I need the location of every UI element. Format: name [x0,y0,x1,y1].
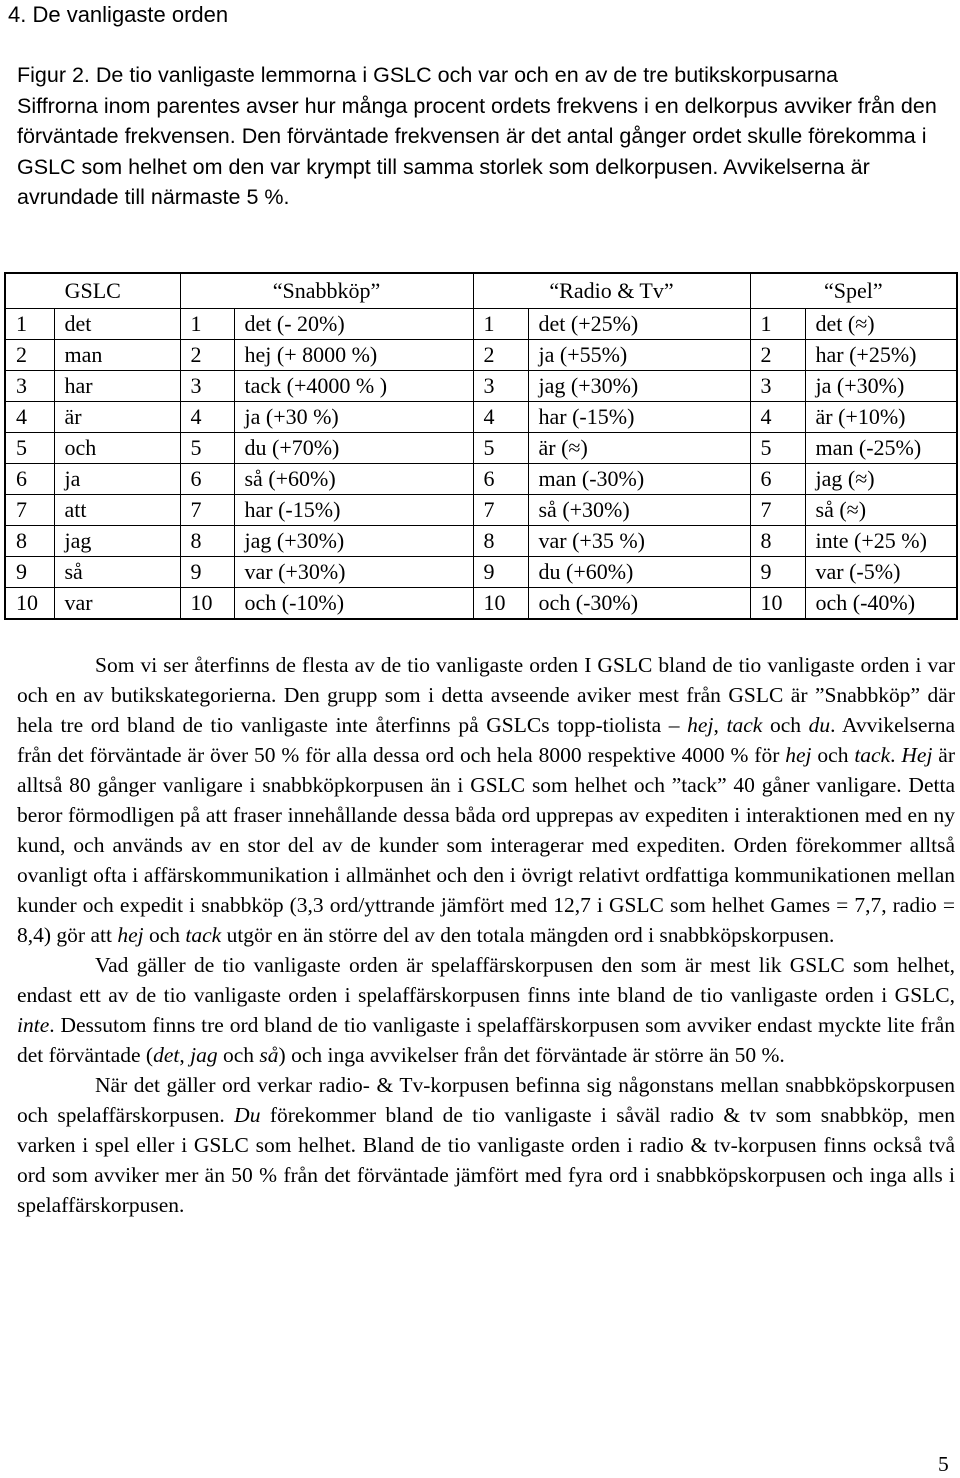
cell-spel-rank: 6 [750,464,805,495]
table-row [5,433,957,464]
cell-radio-tv-rank: 4 [473,402,528,433]
cell-snabbkop-rank: 9 [180,557,234,588]
cell-radio-tv-word: ja (+55%) [528,340,750,371]
cell-radio-tv-rank: 6 [473,464,528,495]
cell-spel-rank: 5 [750,433,805,464]
cell-spel-rank: 7 [750,495,805,526]
cell-spel-word: ja (+30%) [805,371,957,402]
cell-gslc-rank: 8 [5,526,54,557]
cell-spel-word: inte (+25 %) [805,526,957,557]
cell-snabbkop-rank: 5 [180,433,234,464]
cell-radio-tv-word: det (+25%) [528,309,750,340]
cell-radio-tv-word: du (+60%) [528,557,750,588]
cell-gslc-rank: 1 [5,309,54,340]
paragraph-2: Vad gäller de tio vanligaste orden är spelaffärskorpusen den som är mest lik GSLC som helhet, endast ett av de tio vanligaste orden i spelaffärskorpusen finns inte bland de tio vanligaste orden i GSLC, inte. Dessutom finns tre ord bland de tio vanligaste i spelaffärskorpusen som avviker endast myckte lite från det förväntade (det, jag och så) och inga avvikelser från det förväntade är större än 50 %. [17,953,955,1067]
column-header-radio-tv: “Radio & Tv” [473,273,750,309]
cell-gslc-word: var [54,588,180,620]
cell-snabbkop-word: du (+70%) [234,433,473,464]
cell-spel-word: är (+10%) [805,402,957,433]
cell-gslc-word: ja [54,464,180,495]
cell-radio-tv-word: man (-30%) [528,464,750,495]
cell-spel-word: man (-25%) [805,433,957,464]
cell-radio-tv-rank: 9 [473,557,528,588]
cell-gslc-word: man [54,340,180,371]
cell-spel-rank: 4 [750,402,805,433]
cell-gslc-rank: 5 [5,433,54,464]
cell-spel-rank: 3 [750,371,805,402]
table-row [5,526,957,557]
cell-snabbkop-word: ja (+30 %) [234,402,473,433]
cell-gslc-word: och [54,433,180,464]
cell-spel-word: har (+25%) [805,340,957,371]
cell-snabbkop-rank: 3 [180,371,234,402]
cell-snabbkop-word: har (-15%) [234,495,473,526]
column-header-spel: “Spel” [750,273,957,309]
cell-gslc-rank: 10 [5,588,54,620]
cell-radio-tv-rank: 2 [473,340,528,371]
cell-snabbkop-word: och (-10%) [234,588,473,620]
column-header-snabbkop: “Snabbköp” [180,273,473,309]
cell-gslc-rank: 6 [5,464,54,495]
cell-radio-tv-word: är (≈) [528,433,750,464]
table-row [5,588,957,620]
cell-snabbkop-rank: 7 [180,495,234,526]
cell-snabbkop-word: jag (+30%) [234,526,473,557]
frequency-table-container [4,272,956,620]
figure-caption-body: Siffrorna inom parentes avser hur många procent ordets frekvens i en delkorpus avviker från den förväntade frekvensen. Den förväntade frekvensen är det antal gånger ordet skulle förekomma i GSLC som helhet om den var krympt till samma storlek som delkorpusen. Avvikelserna är avrundade till närmaste 5 %. [17,93,937,209]
figure-caption [17,60,947,213]
cell-spel-rank: 1 [750,309,805,340]
cell-radio-tv-rank: 8 [473,526,528,557]
cell-radio-tv-word: jag (+30%) [528,371,750,402]
table-row [5,495,957,526]
cell-radio-tv-rank: 10 [473,588,528,620]
cell-spel-rank: 8 [750,526,805,557]
cell-gslc-word: har [54,371,180,402]
table-row [5,402,957,433]
column-header-gslc: GSLC [5,273,180,309]
table-header-row [5,273,957,309]
cell-spel-rank: 9 [750,557,805,588]
cell-gslc-word: det [54,309,180,340]
cell-gslc-word: att [54,495,180,526]
cell-gslc-word: är [54,402,180,433]
cell-snabbkop-word: tack (+4000 % ) [234,371,473,402]
cell-snabbkop-rank: 1 [180,309,234,340]
cell-gslc-rank: 4 [5,402,54,433]
table-row [5,371,957,402]
cell-snabbkop-rank: 4 [180,402,234,433]
cell-snabbkop-word: det (- 20%) [234,309,473,340]
cell-spel-word: och (-40%) [805,588,957,620]
cell-gslc-rank: 9 [5,557,54,588]
frequency-table [4,272,958,620]
cell-radio-tv-word: har (-15%) [528,402,750,433]
section-heading: 4. De vanligaste orden [8,2,229,27]
cell-radio-tv-rank: 1 [473,309,528,340]
cell-radio-tv-word: och (-30%) [528,588,750,620]
cell-spel-rank: 10 [750,588,805,620]
cell-snabbkop-rank: 6 [180,464,234,495]
cell-radio-tv-rank: 3 [473,371,528,402]
cell-radio-tv-word: var (+35 %) [528,526,750,557]
table-row [5,309,957,340]
table-body [5,309,957,620]
cell-spel-word: det (≈) [805,309,957,340]
body-text [17,650,955,1220]
cell-snabbkop-word: så (+60%) [234,464,473,495]
cell-gslc-rank: 3 [5,371,54,402]
paragraph-3: När det gäller ord verkar radio- & Tv-korpusen befinna sig någonstans mellan snabbköpskorpusen och spelaffärskorpusen. Du förekommer bland de tio vanligaste i såväl radio & tv som snabbköp, men varken i spel eller i GSLC som helhet. Bland de tio vanligaste orden i radio & tv-korpusen finns också två ord som avviker mer än 50 % från det förväntade jämfört med fyra ord i snabbköpskorpusen och inga alls i spelaffärskorpusen. [17,1073,955,1217]
cell-spel-rank: 2 [750,340,805,371]
cell-snabbkop-rank: 10 [180,588,234,620]
cell-spel-word: så (≈) [805,495,957,526]
table-row [5,557,957,588]
figure-caption-title: Figur 2. De tio vanligaste lemmorna i GSLC och var och en av de tre butikskorpusarna [17,63,838,87]
cell-radio-tv-word: så (+30%) [528,495,750,526]
cell-radio-tv-rank: 7 [473,495,528,526]
cell-spel-word: jag (≈) [805,464,957,495]
cell-snabbkop-rank: 2 [180,340,234,371]
cell-radio-tv-rank: 5 [473,433,528,464]
table-row [5,464,957,495]
page-number: 5 [938,1452,949,1476]
cell-snabbkop-word: hej (+ 8000 %) [234,340,473,371]
cell-gslc-word: så [54,557,180,588]
paragraph-1: Som vi ser återfinns de flesta av de tio vanligaste orden I GSLC bland de tio vanligaste orden i var och en av butikskategorierna. Den grupp som i detta avseende aviker mest från GSLC är ”Snabbköp” där hela tre ord bland de tio vanligaste inte återfinns på GSLCs topp-tiolista – hej, tack och du. Avvikelserna från det förväntade är över 50 % för alla dessa ord och hela 8000 respektive 4000 % för hej och tack. Hej är alltså 80 gånger vanligare i snabbköpkorpusen än i GSLC som helhet och ”tack” 40 gåner vanligare. Detta beror förmodligen på att fraser innehållande dessa båda ord upprepas av expediten i interaktionen med en ny kund, och används av en stor del av de kunder som interagerar med expediten. Orden förekommer alltså ovanligt ofta i affärskommunikation i allmänhet och den i övrigt relativt ordfattiga kommunikationen mellan kunder och expedit i snabbköp (3,3 ord/yttrande jämfört med 12,7 i GSLC som helhet Games = 7,7, radio = 8,4) gör att hej och tack utgör en än större del av den totala mängden ord i snabbköpskorpusen. [17,653,956,947]
cell-snabbkop-rank: 8 [180,526,234,557]
cell-gslc-rank: 2 [5,340,54,371]
cell-snabbkop-word: var (+30%) [234,557,473,588]
cell-gslc-word: jag [54,526,180,557]
cell-spel-word: var (-5%) [805,557,957,588]
cell-gslc-rank: 7 [5,495,54,526]
table-row [5,340,957,371]
